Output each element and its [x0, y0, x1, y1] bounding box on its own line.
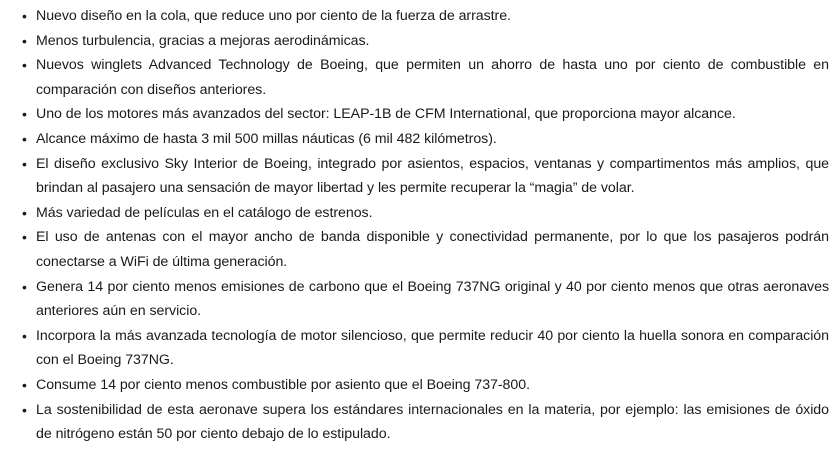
list-item — [22, 225, 829, 274]
bullet-icon: • — [22, 327, 27, 344]
bullet-icon: • — [22, 130, 27, 147]
bullet-icon: • — [22, 8, 27, 24]
list-item — [22, 29, 829, 54]
list-item-text: Nuevo diseño en la cola, que reduce uno por ciento de la fuerza de arrastre. — [36, 8, 511, 24]
list-item-text: El uso de antenas con el mayor ancho de banda disponible y conectividad permanente, por lo que los pasajeros podrán conectarse a WiFi de última generación. — [36, 229, 829, 270]
list-item-text: Incorpora la más avanzada tecnología de motor silencioso, que permite reducir 40 por ciento la huella sonora en comparación con el Boeing 737NG. — [36, 327, 829, 369]
list-item-text: Nuevos winglets Advanced Technology de Boeing, que permiten un ahorro de hasta uno por ciento de combustible en comparación con diseños anteriores. — [36, 57, 829, 98]
list-item-text: Genera 14 por ciento menos emisiones de carbono que el Boeing 737NG original y 40 por ciento menos que otras aeronaves anteriores aún en servicio. — [36, 278, 829, 320]
list-item — [22, 53, 829, 102]
list-item — [22, 201, 829, 226]
bullet-icon: • — [22, 32, 27, 49]
bullet-icon: • — [22, 229, 27, 246]
feature-bullet-list — [22, 4, 829, 447]
list-item-text: Alcance máximo de hasta 3 mil 500 millas náuticas (6 mil 482 kilómetros). — [36, 130, 497, 147]
bullet-icon: • — [22, 376, 27, 393]
bullet-icon: • — [22, 106, 27, 123]
list-item-text: Más variedad de películas en el catálogo de estrenos. — [36, 204, 373, 221]
list-item — [22, 127, 829, 152]
list-item — [22, 398, 829, 447]
list-item-text: Uno de los motores más avanzados del sector: LEAP-1B de CFM International, que proporciona mayor alcance. — [36, 106, 736, 123]
list-item — [22, 275, 829, 324]
bullet-icon: • — [22, 57, 27, 74]
list-item — [22, 152, 829, 201]
list-item — [22, 324, 829, 373]
list-item — [22, 373, 829, 398]
bullet-icon: • — [22, 401, 27, 418]
bullet-icon: • — [22, 204, 27, 221]
list-item-text: El diseño exclusivo Sky Interior de Boeing, integrado por asientos, espacios, ventanas y compartimentos más amplios, que brindan al pasajero una sensación de mayor libertad y les permite recuperar la “magia” de volar. — [36, 155, 829, 197]
list-item-text: Consume 14 por ciento menos combustible por asiento que el Boeing 737-800. — [36, 376, 530, 393]
list-item — [22, 102, 829, 127]
bullet-icon: • — [22, 278, 27, 295]
list-item-text: La sostenibilidad de esta aeronave supera los estándares internacionales en la materia, por ejemplo: las emisiones de óxido de nitrógeno están 50 por ciento debajo de lo estipulado. — [36, 401, 829, 443]
list-item — [22, 4, 829, 29]
list-item-text: Menos turbulencia, gracias a mejoras aerodinámicas. — [36, 32, 370, 49]
bullet-icon: • — [22, 155, 27, 172]
